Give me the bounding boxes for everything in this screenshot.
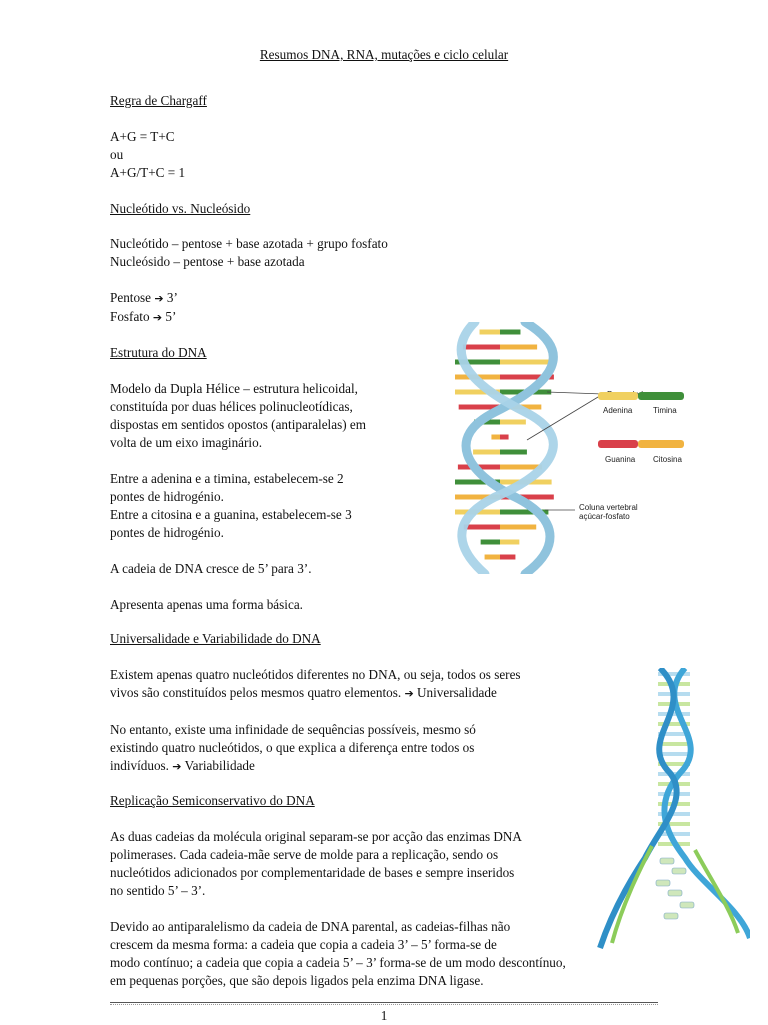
replicacao-heading: Replicação Semiconservativo do DNA: [110, 793, 315, 808]
variabilidade-p2-line: [110, 757, 521, 776]
citosina-bar: [638, 440, 684, 448]
chargaff-section: [110, 92, 207, 182]
estrutura-p2-line: pontes de hidrogénio.: [110, 489, 224, 504]
arrow-icon: ➔: [172, 760, 182, 773]
estrutura-p1-line: dispostas em sentidos opostos (antiparalelas) em: [110, 417, 367, 432]
replicacao-section: [110, 792, 566, 990]
replicacao-p1-line: no sentido 5’ – 3’.: [110, 883, 206, 898]
page-number: 1: [380, 1008, 388, 1023]
replicacao-p2-line: em pequenas porções, que são depois ligados pela enzima DNA ligase.: [110, 973, 484, 988]
label-citosina: Citosina: [653, 455, 682, 464]
page-title: Resumos DNA, RNA, mutações e ciclo celular: [259, 47, 509, 62]
estrutura-p1-line: Modelo da Dupla Hélice – estrutura helicoidal,: [110, 381, 358, 396]
universalidade-heading: Universalidade e Variabilidade do DNA: [110, 631, 321, 646]
arrow-icon: ➔: [152, 311, 163, 324]
pointer-line: [547, 392, 603, 394]
chargaff-line-3: A+G/T+C = 1: [110, 165, 186, 180]
nucleotide-fragment: [680, 902, 694, 908]
nucleotide-fragment: [656, 880, 670, 886]
estrutura-p1-line: volta de um eixo imaginário.: [110, 435, 262, 450]
label-acucar-fosfato: açúcar-fosfato: [579, 512, 630, 521]
label-coluna-vertebral: Coluna vertebral: [579, 503, 638, 512]
estrutura-p2-line: Entre a adenina e a timina, estabelecem-se 2: [110, 471, 344, 486]
estrutura-p3: A cadeia de DNA cresce de 5’ para 3’.: [110, 561, 312, 576]
nucleotide-fragment: [668, 890, 682, 896]
replication-new-strand: [612, 846, 652, 943]
footer-divider: [110, 1004, 658, 1005]
variabilidade-p2-line: No entanto, existe uma infinidade de sequências possíveis, mesmo só: [110, 722, 476, 737]
replication-new-strand: [695, 850, 738, 933]
pentose-label: Pentose: [110, 290, 152, 305]
nucleotido-line-2: Nucleósido – pentose + base azotada: [110, 254, 305, 269]
fosfato-label: Fosfato: [110, 309, 150, 324]
dna-double-helix-figure: [455, 322, 745, 574]
universalidade-p1-text: vivos são constituídos pelos mesmos quatro elementos.: [110, 685, 402, 700]
pentose-line: [110, 289, 388, 308]
nucleotido-section: [110, 200, 388, 327]
universalidade-section: [110, 630, 521, 776]
label-timina: Timina: [653, 406, 677, 415]
nucleotido-heading: Nucleótido vs. Nucleósido: [110, 201, 251, 216]
label-adenina: Adenina: [603, 406, 633, 415]
replicacao-p2-line: modo contínuo; a cadeia que copia a cadeia 5’ – 3’ forma-se de um modo descontínuo,: [110, 955, 566, 970]
variabilidade-text: indivíduos.: [110, 758, 169, 773]
timina-bar: [638, 392, 684, 400]
replicacao-p2-line: crescem da mesma forma: a cadeia que copia a cadeia 3’ – 5’ forma-se de: [110, 937, 497, 952]
estrutura-p1-line: constituída por duas hélices polinucleotídicas,: [110, 399, 353, 414]
chargaff-line-1: A+G = T+C: [110, 129, 175, 144]
estrutura-p4: Apresenta apenas uma forma básica.: [110, 597, 303, 612]
guanina-bar: [598, 440, 638, 448]
replicacao-p1-line: nucleótidos adicionados por complementaridade de bases e sempre inseridos: [110, 865, 515, 880]
universalidade-tag: Universalidade: [417, 685, 497, 700]
arrow-icon: ➔: [404, 687, 414, 700]
fosfato-value: 5’: [165, 309, 177, 324]
universalidade-p1-line: Existem apenas quatro nucleótidos diferentes no DNA, ou seja, todos os seres: [110, 667, 521, 682]
chargaff-heading: Regra de Chargaff: [110, 93, 207, 108]
arrow-icon: ➔: [154, 292, 164, 305]
replicacao-p2-line: Devido ao antiparalelismo da cadeia de DNA parental, as cadeias-filhas não: [110, 919, 511, 934]
label-guanina: Guanina: [605, 455, 636, 464]
nucleotide-fragment: [664, 913, 678, 919]
replicacao-p1-line: As duas cadeias da molécula original separam-se por acção das enzimas DNA: [110, 829, 522, 844]
universalidade-p1-line: [110, 684, 521, 703]
replicacao-p1-line: polimerases. Cada cadeia-mãe serve de molde para a replicação, sendo os: [110, 847, 499, 862]
estrutura-p2-line: Entre a citosina e a guanina, estabelecem-se 3: [110, 507, 352, 522]
nucleotido-line-1: Nucleótido – pentose + base azotada + grupo fosfato: [110, 236, 388, 251]
chargaff-line-2: ou: [110, 147, 124, 162]
pentose-value: 3’: [166, 290, 178, 305]
adenina-bar: [598, 392, 638, 400]
nucleotide-fragment: [660, 858, 674, 864]
footer-divider: [110, 1002, 658, 1003]
estrutura-heading: Estrutura do DNA: [110, 345, 207, 360]
estrutura-section: [110, 344, 366, 614]
estrutura-p2-line: pontes de hidrogénio.: [110, 525, 224, 540]
nucleotide-fragment: [672, 868, 686, 874]
variabilidade-tag: Variabilidade: [184, 758, 255, 773]
variabilidade-p2-line: existindo quatro nucleótidos, o que explica a diferença entre todos os: [110, 740, 475, 755]
dna-replication-figure: [590, 668, 750, 950]
fosfato-line: [110, 308, 388, 327]
